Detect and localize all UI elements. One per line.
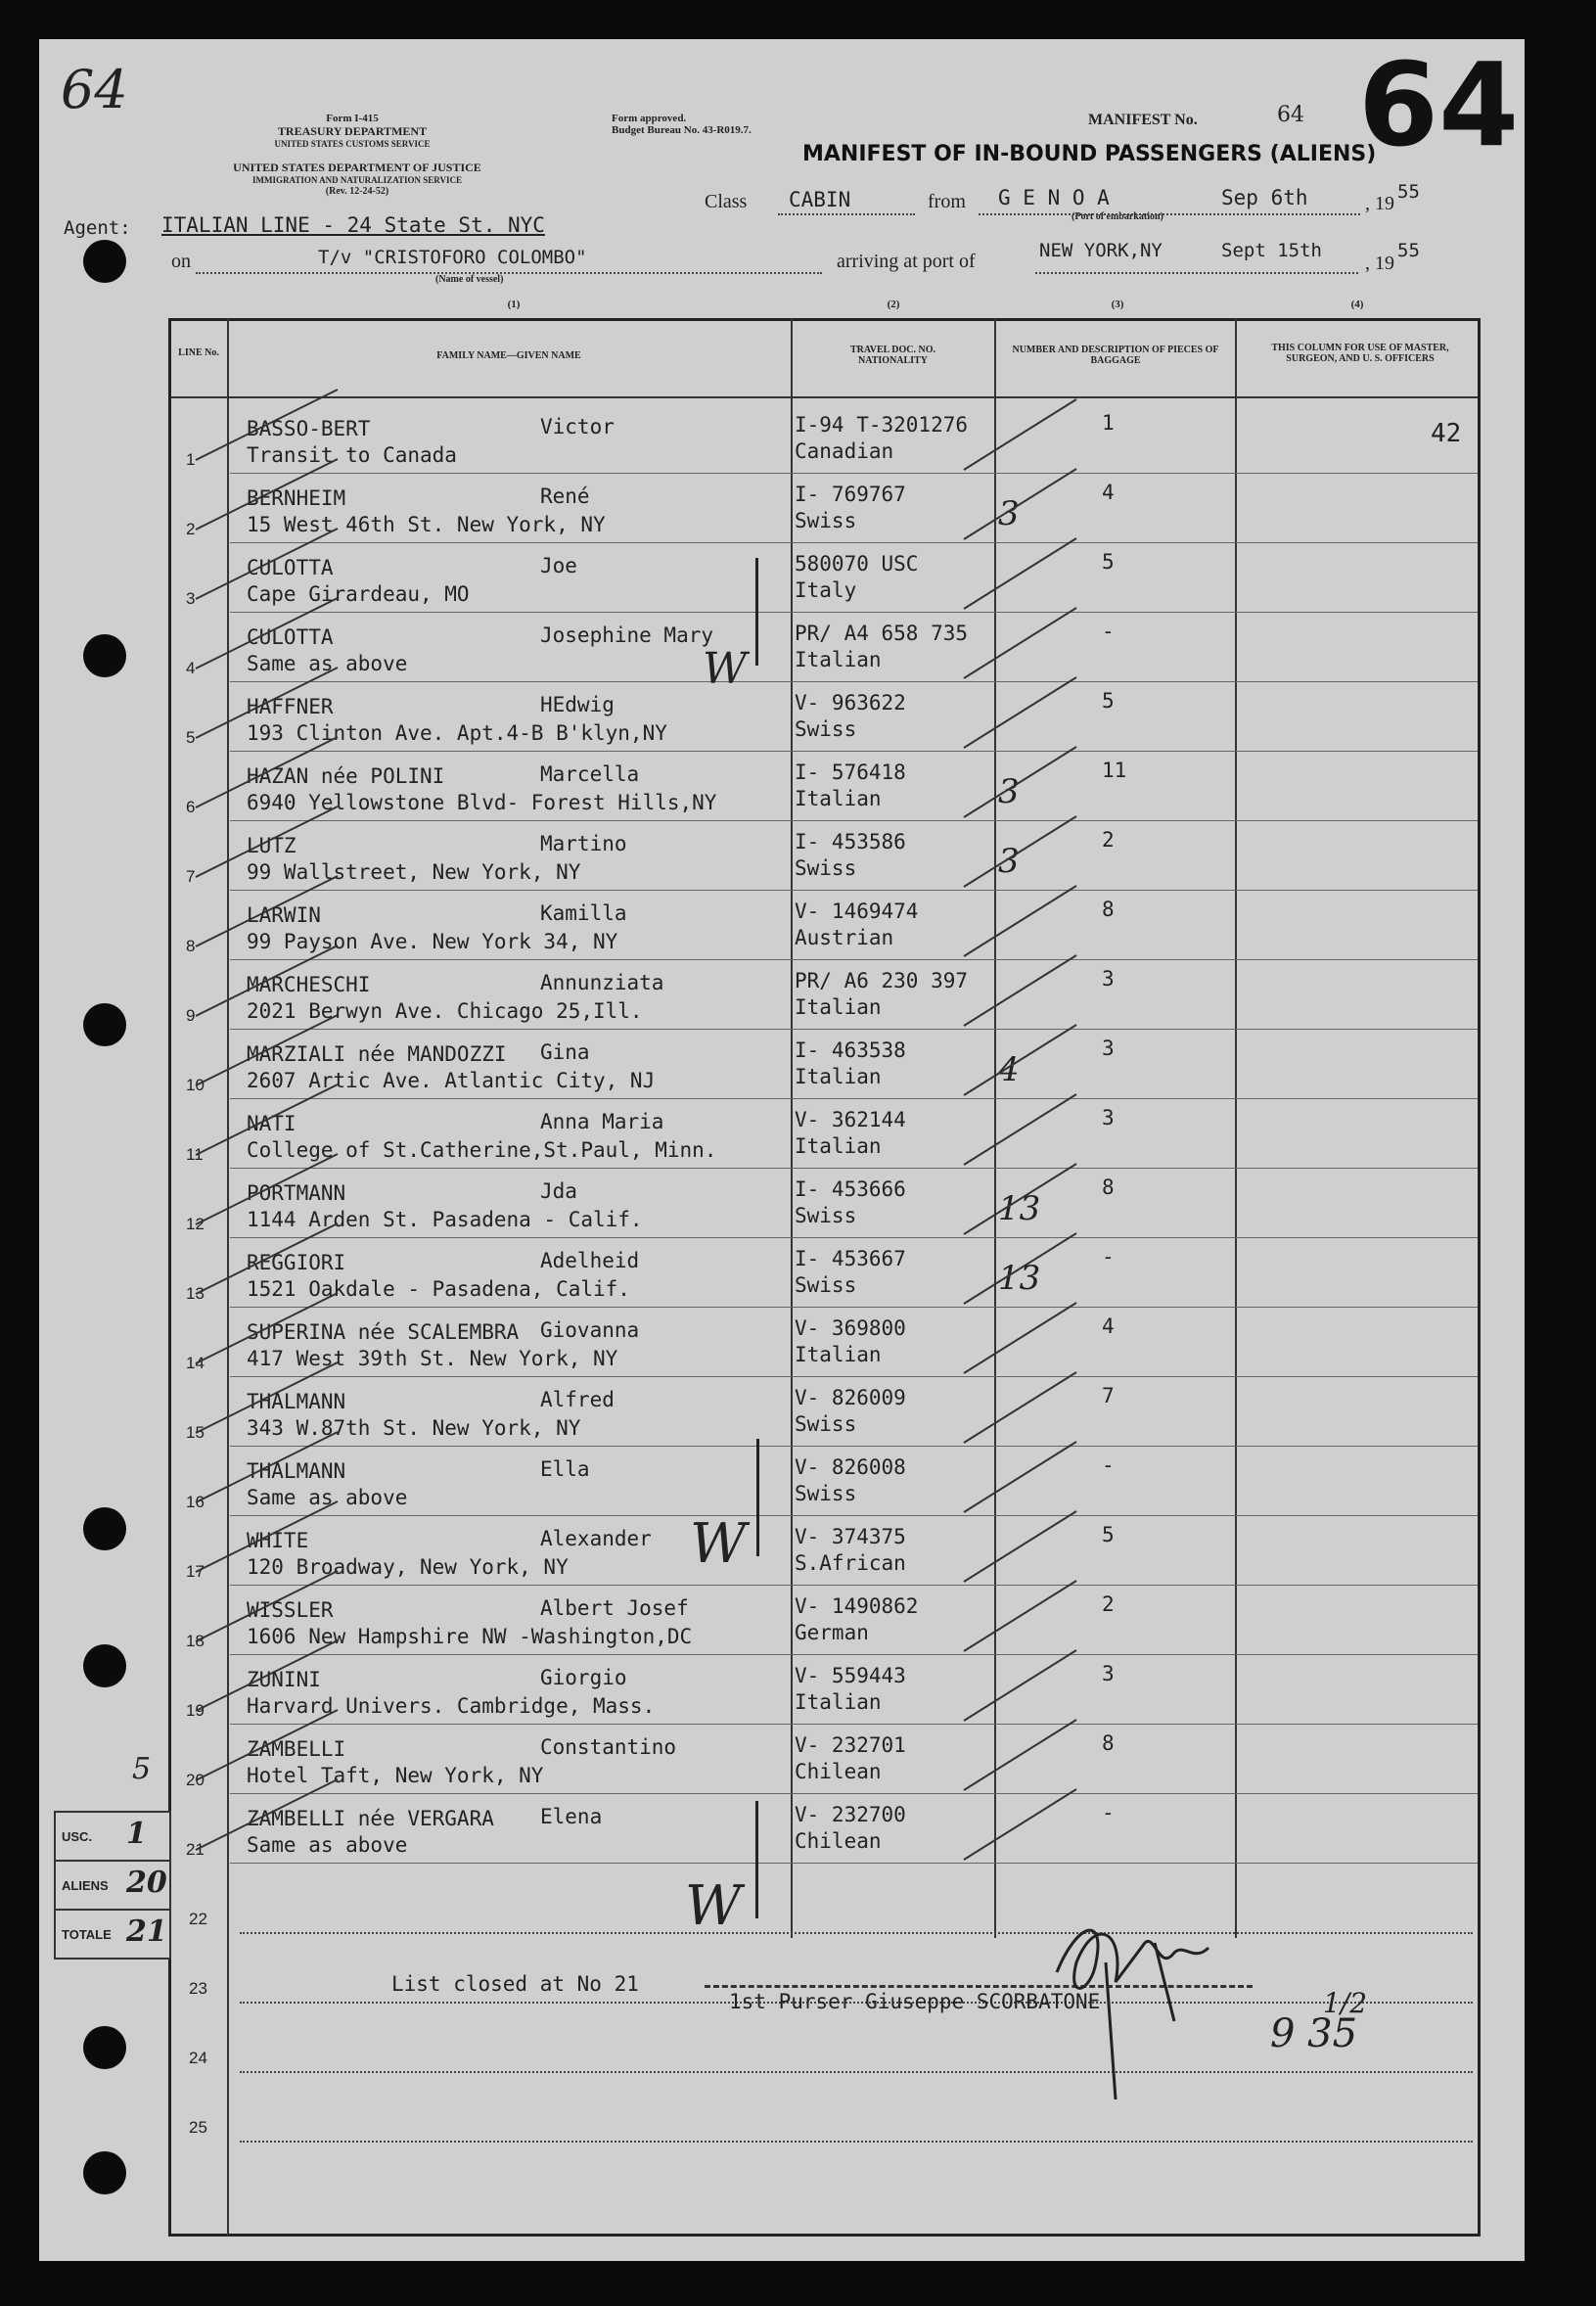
address: 99 Payson Ave. New York 34, NY xyxy=(247,930,618,953)
family-name: MARCHESCHI xyxy=(247,973,371,996)
given-name: Joe xyxy=(540,554,577,577)
row-rule xyxy=(230,890,1478,891)
family-name: THALMANN xyxy=(247,1459,346,1483)
travel-doc-no: V- 559443 xyxy=(795,1664,906,1687)
officer-note: 42 xyxy=(1431,419,1462,448)
address: Cape Girardeau, MO xyxy=(247,582,470,606)
row-number: 22 xyxy=(189,1910,207,1928)
header-doc: TRAVEL DOC. NO. NATIONALITY xyxy=(849,345,936,366)
address: Same as above xyxy=(247,652,408,675)
travel-doc-no: V- 826009 xyxy=(795,1386,906,1409)
address: 15 West 46th St. New York, NY xyxy=(247,513,606,536)
tally-aliens: ALIENS 20 xyxy=(56,1862,169,1911)
baggage-count: 7 xyxy=(1102,1384,1115,1407)
nationality: Italian xyxy=(795,1065,882,1088)
bracket-mark xyxy=(755,1801,758,1918)
year1-prefix: , 19 xyxy=(1365,193,1394,214)
travel-doc-no: I- 453586 xyxy=(795,830,906,853)
row-number: 12 xyxy=(186,1215,205,1233)
header-line-no: LINE No. xyxy=(178,347,219,358)
col-num-2: (2) xyxy=(887,299,900,310)
list-closed: List closed at No 21 xyxy=(391,1972,639,1996)
nationality: Austrian xyxy=(795,926,894,949)
row-rule xyxy=(230,959,1478,960)
baggage-count: - xyxy=(1102,1453,1115,1477)
row-rule xyxy=(230,473,1478,474)
nationality: Italian xyxy=(795,1134,882,1158)
row-rule xyxy=(230,1376,1478,1377)
baggage-count: 8 xyxy=(1102,1176,1115,1199)
travel-doc-no: V- 1490862 xyxy=(795,1594,919,1618)
family-name: REGGIORI xyxy=(247,1251,346,1274)
nationality: Chilean xyxy=(795,1760,882,1783)
family-name: LUTZ xyxy=(247,834,296,857)
nationality: Chilean xyxy=(795,1829,882,1853)
nationality: Canadian xyxy=(795,439,894,463)
nationality: Swiss xyxy=(795,1273,857,1297)
vessel-note: (Name of vessel) xyxy=(435,274,504,285)
given-name: Elena xyxy=(540,1805,603,1828)
row-rule xyxy=(230,542,1478,543)
tally-box xyxy=(54,1811,171,1960)
year2: 55 xyxy=(1397,240,1420,261)
family-name: PORTMANN xyxy=(247,1181,346,1205)
travel-doc-no: 580070 USC xyxy=(795,552,919,576)
given-name: Kamilla xyxy=(540,901,627,925)
family-name: THALMANN xyxy=(247,1390,346,1413)
given-name: René xyxy=(540,484,590,508)
baggage-count: - xyxy=(1102,620,1115,643)
given-name: Ella xyxy=(540,1457,590,1481)
baggage-count: 2 xyxy=(1102,828,1115,852)
baggage-count: - xyxy=(1102,1245,1115,1268)
w-mark: W xyxy=(703,644,748,694)
baggage-count: 8 xyxy=(1102,1731,1115,1755)
baggage-count: 1 xyxy=(1102,411,1115,435)
baggage-count: 3 xyxy=(1102,1662,1115,1685)
address: Harvard Univers. Cambridge, Mass. xyxy=(247,1694,656,1718)
from-rule xyxy=(979,213,1360,215)
table-top-rule xyxy=(168,318,1480,321)
row-rule xyxy=(230,1515,1478,1516)
travel-doc-no: PR/ A4 658 735 xyxy=(795,622,969,645)
family-name: WISSLER xyxy=(247,1598,334,1622)
note-935: 9 35 xyxy=(1270,2011,1358,2056)
ins-service: IMMIGRATION AND NATURALIZATION SERVICE xyxy=(252,175,462,185)
row-rule xyxy=(240,1932,1473,1934)
row-number: 23 xyxy=(189,1979,207,1998)
travel-doc-no: PR/ A6 230 397 xyxy=(795,969,969,992)
from-label: from xyxy=(928,191,966,212)
header-name: FAMILY NAME—GIVEN NAME xyxy=(436,350,581,361)
arrival-date: Sept 15th xyxy=(1221,240,1322,261)
address: 1144 Arden St. Pasadena - Calif. xyxy=(247,1208,643,1231)
nationality: Swiss xyxy=(795,1482,857,1505)
row-number: 10 xyxy=(186,1076,205,1094)
travel-doc-no: V- 369800 xyxy=(795,1316,906,1340)
row-number: 5 xyxy=(186,728,196,747)
given-name: Constantino xyxy=(540,1735,677,1759)
baggage-count: 5 xyxy=(1102,689,1115,713)
row-number: 11 xyxy=(186,1145,204,1164)
on-label: on xyxy=(171,251,191,272)
baggage-count: 4 xyxy=(1102,481,1115,504)
address: 343 W.87th St. New York, NY xyxy=(247,1416,581,1440)
address: Hotel Taft, New York, NY xyxy=(247,1764,544,1787)
row-number: 7 xyxy=(186,867,196,886)
nationality: German xyxy=(795,1621,869,1644)
address: 99 Wallstreet, New York, NY xyxy=(247,860,581,884)
baggage-count: 11 xyxy=(1102,759,1127,782)
manifest-title: MANIFEST OF IN-BOUND PASSENGERS (ALIENS) xyxy=(802,142,1377,166)
given-name: Albert Josef xyxy=(540,1596,689,1620)
address: Same as above xyxy=(247,1833,408,1857)
col-off-divider xyxy=(1235,318,1237,1938)
col-num-3: (3) xyxy=(1111,299,1124,310)
given-name: Anna Maria xyxy=(540,1110,664,1133)
margin-note-5: 5 xyxy=(132,1752,152,1786)
baggage-pieces-note: 3 xyxy=(998,772,1020,811)
budget-bureau: Budget Bureau No. 43-R019.7. xyxy=(612,124,752,136)
family-name: BERNHEIM xyxy=(247,486,346,510)
nationality: Swiss xyxy=(795,717,857,741)
nationality: Swiss xyxy=(795,1412,857,1436)
row-rule xyxy=(230,1446,1478,1447)
class-label: Class xyxy=(705,191,748,212)
travel-doc-no: V- 826008 xyxy=(795,1455,906,1479)
family-name: HAZAN née POLINI xyxy=(247,764,445,788)
given-name: Josephine Mary xyxy=(540,623,714,647)
baggage-count: 3 xyxy=(1102,967,1115,991)
family-name: CULOTTA xyxy=(247,556,334,579)
given-name: Marcella xyxy=(540,762,640,786)
row-rule xyxy=(230,1237,1478,1238)
agent-value: ITALIAN LINE - 24 State St. NYC xyxy=(161,213,545,237)
row-number: 16 xyxy=(186,1493,205,1511)
class-rule xyxy=(778,213,915,215)
baggage-pieces-note: 13 xyxy=(998,1259,1041,1298)
baggage-pieces-note: 4 xyxy=(998,1050,1020,1089)
row-number: 19 xyxy=(186,1701,205,1720)
baggage-count: 2 xyxy=(1102,1592,1115,1616)
nationality: Italy xyxy=(795,578,857,602)
given-name: Alexander xyxy=(540,1527,652,1550)
embark-date: Sep 6th xyxy=(1221,186,1308,209)
row-number: 15 xyxy=(186,1423,205,1442)
row-rule xyxy=(240,2071,1473,2073)
nationality: Italian xyxy=(795,1690,882,1714)
address: College of St.Catherine,St.Paul, Minn. xyxy=(247,1138,717,1162)
row-number: 21 xyxy=(186,1840,205,1859)
family-name: ZAMBELLI xyxy=(247,1737,346,1761)
given-name: Gina xyxy=(540,1040,590,1064)
baggage-count: 8 xyxy=(1102,898,1115,921)
given-name: HEdwig xyxy=(540,693,615,716)
form-approved: Form approved. xyxy=(612,113,687,124)
vessel-name: T/v "CRISTOFORO COLOMBO" xyxy=(318,247,587,268)
class-value: CABIN xyxy=(789,188,851,211)
nationality: Italian xyxy=(795,1343,882,1366)
address: 120 Broadway, New York, NY xyxy=(247,1555,569,1579)
row-number: 18 xyxy=(186,1632,205,1650)
address: 2607 Artic Ave. Atlantic City, NJ xyxy=(247,1069,656,1092)
given-name: Martino xyxy=(540,832,627,855)
row-number: 2 xyxy=(186,520,196,538)
family-name: ZAMBELLI née VERGARA xyxy=(247,1807,494,1830)
header-bottom-rule xyxy=(168,396,1480,398)
row-rule xyxy=(230,1793,1478,1794)
travel-doc-no: V- 362144 xyxy=(795,1108,906,1131)
col-bag-divider xyxy=(994,318,996,1938)
row-number: 24 xyxy=(189,2049,207,2067)
customs-service: UNITED STATES CUSTOMS SERVICE xyxy=(274,139,431,149)
family-name: BASSO-BERT xyxy=(247,417,371,440)
treasury-dept: TREASURY DEPARTMENT xyxy=(277,124,428,138)
row-rule xyxy=(230,1654,1478,1655)
travel-doc-no: I- 576418 xyxy=(795,761,906,784)
family-name: CULOTTA xyxy=(247,625,334,649)
baggage-count: 3 xyxy=(1102,1106,1115,1130)
nationality: Italian xyxy=(795,787,882,810)
travel-doc-no: I- 463538 xyxy=(795,1038,906,1062)
header-baggage: NUMBER AND DESCRIPTION OF PIECES OF BAGGAGE xyxy=(1012,345,1219,366)
punch-hole xyxy=(83,240,126,283)
punch-hole xyxy=(83,634,126,677)
row-rule xyxy=(230,751,1478,752)
given-name: Annunziata xyxy=(540,971,664,994)
year1: 55 xyxy=(1397,181,1420,203)
family-name: HAFFNER xyxy=(247,695,334,718)
punch-hole xyxy=(83,1507,126,1550)
given-name: Jda xyxy=(540,1179,577,1203)
row-number: 1 xyxy=(186,450,196,469)
table-bottom-rule xyxy=(168,2234,1480,2237)
manifest-no-big: 64 xyxy=(1358,37,1520,172)
nationality: Swiss xyxy=(795,1204,857,1227)
row-rule xyxy=(230,1168,1478,1169)
family-name: SUPERINA née SCALEMBRA xyxy=(247,1320,520,1344)
address: 417 West 39th St. New York, NY xyxy=(247,1347,618,1370)
address: Same as above xyxy=(247,1486,408,1509)
baggage-pieces-note: 3 xyxy=(998,494,1020,533)
row-number: 8 xyxy=(186,937,196,955)
row-rule xyxy=(240,2141,1473,2143)
row-number: 25 xyxy=(189,2118,207,2137)
arrival-rule xyxy=(1035,272,1358,274)
nationality: Italian xyxy=(795,995,882,1019)
w-mark: W xyxy=(685,1874,742,1938)
punch-hole xyxy=(83,1644,126,1687)
manifest-no-small: 64 xyxy=(1277,103,1304,127)
row-rule xyxy=(230,681,1478,682)
baggage-count: 5 xyxy=(1102,1523,1115,1546)
family-name: NATI xyxy=(247,1112,296,1135)
address: 1606 New Hampshire NW -Washington,DC xyxy=(247,1625,693,1648)
address: 1521 Oakdale - Pasadena, Calif. xyxy=(247,1277,630,1301)
address: Transit to Canada xyxy=(247,443,457,467)
row-number: 17 xyxy=(186,1562,205,1581)
baggage-count: 5 xyxy=(1102,550,1115,574)
baggage-count: 4 xyxy=(1102,1314,1115,1338)
form-number: Form I-415 xyxy=(326,113,379,124)
baggage-count: - xyxy=(1102,1801,1115,1824)
margin-note-64: 64 xyxy=(61,59,128,120)
given-name: Giovanna xyxy=(540,1318,640,1342)
nationality: Swiss xyxy=(795,509,857,532)
embark-port: G E N O A xyxy=(998,186,1110,209)
row-rule xyxy=(230,820,1478,821)
year2-prefix: , 19 xyxy=(1365,253,1394,274)
travel-doc-no: I- 453667 xyxy=(795,1247,906,1270)
address: 2021 Berwyn Ave. Chicago 25,Ill. xyxy=(247,999,643,1023)
agent-label: Agent: xyxy=(64,217,131,239)
row-number: 6 xyxy=(186,798,196,816)
travel-doc-no: V- 963622 xyxy=(795,691,906,715)
arrival-port: NEW YORK,NY xyxy=(1039,240,1163,261)
nationality: Italian xyxy=(795,648,882,671)
row-rule xyxy=(230,1863,1478,1864)
manifest-label: MANIFEST No. xyxy=(1088,112,1198,128)
address: 6940 Yellowstone Blvd- Forest Hills,NY xyxy=(247,791,717,814)
row-rule xyxy=(230,1724,1478,1725)
travel-doc-no: V- 232701 xyxy=(795,1733,906,1757)
address: 193 Clinton Ave. Apt.4-B B'klyn,NY xyxy=(247,721,667,745)
vessel-rule xyxy=(196,272,822,274)
row-number: 9 xyxy=(186,1006,196,1025)
travel-doc-no: V- 232700 xyxy=(795,1803,906,1826)
row-number: 20 xyxy=(186,1771,205,1789)
travel-doc-no: V- 374375 xyxy=(795,1525,906,1548)
given-name: Alfred xyxy=(540,1388,615,1411)
row-rule xyxy=(230,1307,1478,1308)
row-number: 14 xyxy=(186,1354,205,1372)
travel-doc-no: I- 453666 xyxy=(795,1177,906,1201)
row-rule xyxy=(230,1585,1478,1586)
port-embark-note: (Port of embarkation) xyxy=(1072,211,1163,222)
tally-usc: USC. 1 xyxy=(56,1813,169,1862)
nationality: Swiss xyxy=(795,856,857,880)
nationality: S.African xyxy=(795,1551,906,1575)
arriving-label: arriving at port of xyxy=(837,251,976,272)
row-rule xyxy=(230,1029,1478,1030)
col-doc-divider xyxy=(791,318,793,1938)
col-line-divider xyxy=(227,318,229,2237)
bracket-mark xyxy=(756,1439,759,1556)
given-name: Giorgio xyxy=(540,1666,627,1689)
baggage-count: 3 xyxy=(1102,1037,1115,1060)
justice-dept: UNITED STATES DEPARTMENT OF JUSTICE xyxy=(233,161,481,174)
row-number: 13 xyxy=(186,1284,205,1303)
given-name: Victor xyxy=(540,415,615,438)
family-name: ZUNINI xyxy=(247,1668,321,1691)
bracket-mark xyxy=(755,558,758,666)
punch-hole xyxy=(83,2151,126,2194)
family-name: LARWIN xyxy=(247,903,321,927)
family-name: WHITE xyxy=(247,1529,309,1552)
purser-signature xyxy=(1037,1904,1272,2099)
family-name: MARZIALI née MANDOZZI xyxy=(247,1042,507,1066)
baggage-pieces-note: 3 xyxy=(998,842,1020,881)
table-right-rule xyxy=(1478,318,1481,2237)
note-half: 1/2 xyxy=(1323,1987,1368,2019)
punch-hole xyxy=(83,2026,126,2069)
col-num-4: (4) xyxy=(1350,299,1364,310)
travel-doc-no: V- 1469474 xyxy=(795,899,919,923)
header-officers: THIS COLUMN FOR USE OF MASTER, SURGEON, AND U. S. OFFICERS xyxy=(1271,343,1449,364)
punch-hole xyxy=(83,1003,126,1046)
tally-total: TOTALE 21 xyxy=(62,1914,167,1949)
revision: (Rev. 12-24-52) xyxy=(325,186,389,197)
travel-doc-no: I- 769767 xyxy=(795,483,906,506)
given-name: Adelheid xyxy=(540,1249,640,1272)
purser-name: 1st Purser Giuseppe SCORBATONE xyxy=(729,1990,1101,2013)
row-rule xyxy=(230,1098,1478,1099)
travel-doc-no: I-94 T-3201276 xyxy=(795,413,969,437)
row-number: 3 xyxy=(186,589,196,608)
baggage-pieces-note: 13 xyxy=(998,1189,1041,1228)
row-rule xyxy=(230,612,1478,613)
col-num-1: (1) xyxy=(507,299,521,310)
row-number: 4 xyxy=(186,659,196,677)
w-mark: W xyxy=(690,1512,747,1576)
